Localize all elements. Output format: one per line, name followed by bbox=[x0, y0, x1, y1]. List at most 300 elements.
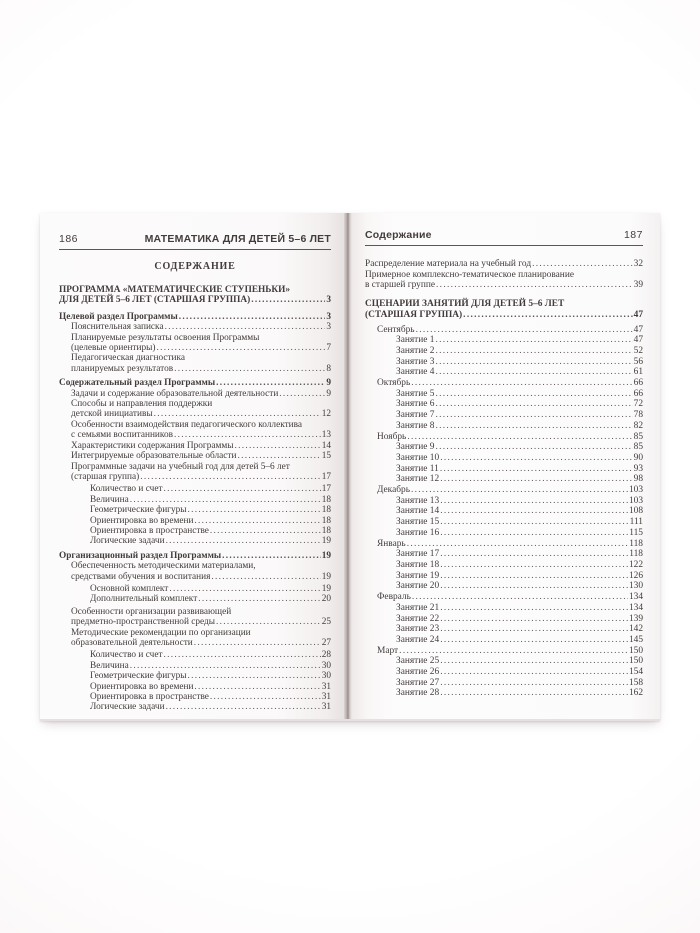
toc-label: Занятие 27 bbox=[396, 677, 440, 688]
toc-page-ref: 9 bbox=[326, 388, 331, 399]
toc-entry bbox=[365, 688, 643, 699]
toc-entry bbox=[59, 702, 331, 712]
toc-label: Занятие 21 bbox=[396, 602, 440, 613]
toc-entry bbox=[59, 462, 331, 483]
toc-label: в старшей группе bbox=[365, 280, 436, 291]
right-page bbox=[352, 213, 660, 719]
toc-label: Содержательный раздел Программы bbox=[59, 378, 216, 389]
toc-label: Февраль bbox=[377, 592, 411, 603]
toc-line bbox=[396, 389, 643, 400]
toc-dot-leader bbox=[174, 364, 325, 374]
toc-label: Пояснительная записка bbox=[71, 322, 164, 333]
toc-line bbox=[396, 464, 643, 475]
toc-dot-leader bbox=[179, 312, 326, 322]
toc-line bbox=[396, 346, 643, 357]
toc-page-ref: 85 bbox=[633, 431, 643, 442]
toc-page-ref: 3 bbox=[326, 295, 331, 306]
toc-label: Занятие 13 bbox=[396, 495, 440, 506]
toc-line bbox=[90, 505, 331, 515]
toc-line bbox=[377, 646, 643, 657]
toc-dot-leader bbox=[440, 688, 628, 699]
toc-label: Занятие 8 bbox=[396, 420, 435, 431]
toc-entry bbox=[365, 678, 643, 689]
toc-label: Величина bbox=[90, 660, 129, 671]
toc-page-ref: 122 bbox=[628, 559, 643, 570]
toc-label: Распределение материала на учебный год bbox=[365, 259, 532, 269]
toc-dot-leader bbox=[440, 635, 628, 646]
toc-page-ref: 18 bbox=[321, 515, 331, 526]
toc-line bbox=[396, 603, 643, 614]
toc-entry bbox=[365, 474, 643, 485]
toc-entry bbox=[365, 496, 643, 507]
toc-page-ref: 39 bbox=[633, 280, 643, 291]
toc-label: Ориентировка во времени bbox=[90, 515, 194, 526]
toc-dot-leader bbox=[440, 603, 628, 614]
toc-dot-leader bbox=[194, 638, 321, 648]
toc-label: Занятие 11 bbox=[396, 463, 439, 474]
toc-entry bbox=[59, 607, 331, 628]
toc-page-ref: 31 bbox=[321, 702, 331, 713]
toc-entry bbox=[365, 410, 643, 421]
toc-page-ref: 103 bbox=[628, 495, 643, 506]
toc-dot-leader bbox=[436, 399, 633, 410]
toc-line bbox=[396, 496, 643, 507]
toc-dot-leader bbox=[440, 549, 628, 560]
toc-dot-leader bbox=[436, 421, 633, 432]
toc-label: Занятие 6 bbox=[396, 399, 435, 410]
toc-label: (старшая группа) bbox=[71, 471, 140, 482]
toc-entry bbox=[59, 561, 331, 582]
toc-line bbox=[365, 259, 643, 270]
toc-page-ref: 142 bbox=[628, 624, 643, 635]
toc-line bbox=[71, 343, 331, 353]
toc-entry bbox=[59, 484, 331, 494]
toc-label: Основной комплект bbox=[90, 583, 169, 594]
toc-page-ref: 18 bbox=[321, 505, 331, 516]
toc-line: Особенности взаимодействия педагогического коллектива bbox=[71, 419, 303, 430]
toc-label: Ориентировка в пространстве bbox=[90, 692, 209, 703]
toc-dot-leader bbox=[154, 409, 321, 419]
toc-dot-leader bbox=[436, 357, 633, 368]
toc-line bbox=[90, 692, 331, 702]
toc-line bbox=[90, 584, 331, 594]
left-page-running-header bbox=[59, 233, 331, 250]
toc-label: Характеристики содержания Программы bbox=[71, 440, 234, 451]
toc-line bbox=[396, 442, 643, 453]
toc-label: Логические задачи bbox=[90, 702, 165, 713]
toc-label: Занятие 1 bbox=[396, 335, 435, 346]
toc-line bbox=[396, 624, 643, 635]
toc-page-ref: 118 bbox=[629, 549, 643, 560]
toc-label: Занятие 4 bbox=[396, 367, 435, 378]
toc-page-ref: 8 bbox=[326, 363, 331, 374]
toc-line bbox=[396, 421, 643, 432]
toc-entry bbox=[365, 299, 643, 320]
toc-page-ref: 47 bbox=[633, 335, 643, 346]
toc-entry bbox=[365, 367, 643, 378]
toc-page-ref: 98 bbox=[633, 474, 643, 485]
toc-line bbox=[71, 430, 331, 440]
toc-entry bbox=[365, 464, 643, 475]
toc-dot-leader bbox=[436, 335, 633, 346]
toc-line bbox=[396, 656, 643, 667]
toc-line bbox=[59, 378, 331, 388]
toc-line bbox=[71, 472, 331, 482]
toc-line bbox=[377, 539, 643, 550]
toc-label: детской инициативы bbox=[71, 409, 153, 420]
toc-entry bbox=[59, 594, 331, 604]
toc-dot-leader bbox=[174, 430, 321, 440]
toc-line bbox=[90, 702, 331, 712]
toc-line bbox=[90, 484, 331, 494]
toc-line bbox=[365, 310, 643, 321]
toc-dot-leader bbox=[412, 592, 628, 603]
toc-line bbox=[396, 560, 643, 571]
toc-page-ref: 19 bbox=[321, 536, 331, 547]
toc-dot-leader bbox=[194, 516, 320, 526]
toc-page-ref: 72 bbox=[633, 399, 643, 410]
toc-entry bbox=[365, 270, 643, 291]
toc-entry bbox=[59, 671, 331, 681]
toc-dot-leader bbox=[440, 506, 628, 517]
toc-dot-leader bbox=[440, 624, 628, 635]
toc-entry bbox=[365, 389, 643, 400]
toc-label: Занятие 23 bbox=[396, 624, 440, 635]
toc-page-ref: 30 bbox=[321, 671, 331, 682]
toc-entry bbox=[365, 378, 643, 389]
toc-label: Занятие 10 bbox=[396, 452, 440, 463]
left-page-number: 186 bbox=[59, 233, 79, 245]
book-gutter-fold bbox=[344, 213, 352, 719]
toc-label: Геометрические фигуры bbox=[90, 505, 187, 516]
toc-dot-leader bbox=[169, 584, 320, 594]
toc-page-ref: 3 bbox=[326, 311, 331, 322]
toc-dot-leader bbox=[156, 343, 325, 353]
toc-line bbox=[71, 441, 331, 451]
toc-page-ref: 17 bbox=[321, 484, 331, 495]
toc-dot-leader bbox=[399, 646, 628, 657]
toc-label: Количество и счет bbox=[90, 650, 163, 661]
toc-page-ref: 108 bbox=[628, 506, 643, 517]
toc-line bbox=[396, 688, 643, 699]
toc-entry bbox=[365, 614, 643, 625]
toc-label: Занятие 12 bbox=[396, 474, 440, 485]
toc-page-ref: 20 bbox=[321, 594, 331, 605]
toc-entry bbox=[365, 549, 643, 560]
toc-dot-leader bbox=[222, 551, 321, 561]
toc-entry bbox=[59, 495, 331, 505]
toc-dot-leader bbox=[251, 295, 325, 305]
toc-line bbox=[396, 367, 643, 378]
toc-label: Геометрические фигуры bbox=[90, 671, 187, 682]
toc-entry bbox=[365, 656, 643, 667]
right-running-head-title: Содержание bbox=[365, 229, 432, 241]
toc-label: образовательной деятельности bbox=[71, 638, 193, 648]
toc-dot-leader bbox=[440, 496, 628, 507]
toc-line bbox=[396, 517, 643, 528]
toc-dot-leader bbox=[436, 346, 633, 357]
toc-entry bbox=[365, 624, 643, 635]
toc-page-ref: 13 bbox=[321, 430, 331, 441]
toc-dot-leader bbox=[211, 572, 320, 582]
toc-line bbox=[71, 409, 331, 419]
toc-label: Интегрируемые образовательные области bbox=[71, 451, 237, 462]
toc-page-ref: 7 bbox=[326, 343, 331, 354]
toc-line bbox=[365, 280, 643, 291]
toc-page-ref: 19 bbox=[321, 583, 331, 594]
toc-dot-leader bbox=[440, 614, 628, 625]
toc-label: Занятие 14 bbox=[396, 506, 440, 517]
toc-page-ref: 85 bbox=[633, 442, 643, 453]
toc-page-ref: 18 bbox=[321, 494, 331, 505]
toc-label: Занятие 26 bbox=[396, 667, 440, 678]
toc-dot-leader bbox=[411, 485, 628, 496]
toc-line bbox=[59, 551, 331, 561]
toc-line bbox=[396, 506, 643, 517]
toc-label: Декабрь bbox=[377, 485, 410, 496]
left-running-head-title: МАТЕМАТИКА ДЛЯ ДЕТЕЙ 5–6 ЛЕТ bbox=[144, 233, 331, 245]
toc-entry bbox=[59, 333, 331, 354]
toc-label: Количество и счет bbox=[90, 484, 163, 495]
toc-label: Сентябрь bbox=[377, 324, 415, 335]
toc-line bbox=[71, 364, 331, 374]
toc-line bbox=[90, 536, 331, 546]
toc-dot-leader bbox=[210, 526, 321, 536]
toc-line: Обеспеченность методическими материалами, bbox=[71, 561, 256, 572]
toc-page-ref: 30 bbox=[321, 660, 331, 671]
toc-entry bbox=[365, 259, 643, 270]
toc-label: Январь bbox=[377, 538, 406, 549]
toc-dot-leader bbox=[164, 650, 321, 660]
toc-label: (целевые ориентиры) bbox=[71, 343, 156, 354]
toc-page-ref: 103 bbox=[628, 485, 643, 496]
toc-label: Занятие 24 bbox=[396, 634, 440, 645]
toc-page-ref: 19 bbox=[321, 571, 331, 582]
toc-entry bbox=[365, 421, 643, 432]
toc-page-ref: 115 bbox=[629, 527, 643, 538]
toc-line bbox=[377, 378, 643, 389]
toc-dot-leader bbox=[463, 310, 632, 321]
toc-label: Март bbox=[377, 645, 399, 656]
toc-label: Дополнительный комплект bbox=[90, 594, 198, 605]
toc-line: Особенности организации развивающей bbox=[71, 606, 232, 617]
toc-dot-leader bbox=[216, 378, 325, 388]
toc-entry bbox=[59, 322, 331, 332]
toc-entry bbox=[365, 517, 643, 528]
toc-page-ref: 130 bbox=[628, 581, 643, 592]
toc-dot-leader bbox=[440, 581, 628, 592]
toc-entry bbox=[59, 536, 331, 546]
toc-page-ref: 158 bbox=[628, 677, 643, 688]
toc-entry bbox=[59, 650, 331, 660]
toc-dot-leader bbox=[440, 656, 628, 667]
toc-page-ref: 32 bbox=[633, 259, 643, 269]
contents-heading: СОДЕРЖАНИЕ bbox=[154, 261, 236, 272]
toc-entry bbox=[365, 560, 643, 571]
toc-label: Ноябрь bbox=[377, 431, 407, 442]
toc-page-ref: 9 bbox=[326, 378, 331, 389]
toc-dot-leader bbox=[436, 442, 633, 453]
toc-line bbox=[396, 410, 643, 421]
toc-dot-leader bbox=[440, 464, 633, 475]
toc-line bbox=[377, 432, 643, 443]
toc-page-ref: 47 bbox=[633, 309, 643, 320]
toc-dot-leader bbox=[440, 560, 628, 571]
toc-line bbox=[396, 678, 643, 689]
toc-line bbox=[71, 322, 331, 332]
toc-dot-leader bbox=[440, 678, 628, 689]
toc-page-ref: 18 bbox=[321, 525, 331, 536]
toc-line bbox=[59, 312, 331, 322]
toc-label: Занятие 22 bbox=[396, 613, 440, 624]
toc-line bbox=[59, 295, 331, 305]
toc-entry bbox=[59, 399, 331, 420]
toc-entry bbox=[365, 325, 643, 336]
toc-page-ref: 19 bbox=[321, 550, 331, 561]
toc-line bbox=[90, 661, 331, 671]
toc-line: Планируемые результаты освоения Программы bbox=[71, 332, 260, 343]
toc-page-ref: 111 bbox=[629, 517, 643, 528]
toc-entry bbox=[365, 335, 643, 346]
toc-page-ref: 27 bbox=[321, 638, 331, 648]
left-page-toc bbox=[59, 285, 331, 713]
toc-page-ref: 47 bbox=[633, 324, 643, 335]
toc-page-ref: 78 bbox=[633, 410, 643, 421]
toc-entry bbox=[59, 420, 331, 441]
toc-entry bbox=[59, 312, 331, 322]
toc-line: Методические рекомендации по организации bbox=[71, 627, 251, 638]
toc-dot-leader bbox=[164, 484, 321, 494]
toc-label: Занятие 7 bbox=[396, 410, 435, 421]
toc-label: Занятие 5 bbox=[396, 388, 435, 399]
toc-line bbox=[377, 485, 643, 496]
toc-line bbox=[71, 617, 331, 627]
toc-label: предметно-пространственной среды bbox=[71, 617, 216, 628]
toc-dot-leader bbox=[140, 472, 320, 482]
toc-line bbox=[396, 549, 643, 560]
toc-entry bbox=[365, 571, 643, 582]
toc-entry bbox=[365, 346, 643, 357]
toc-page-ref: 126 bbox=[628, 570, 643, 581]
toc-dot-leader bbox=[188, 671, 321, 681]
toc-line bbox=[90, 495, 331, 505]
toc-entry bbox=[365, 357, 643, 368]
toc-line bbox=[71, 638, 331, 648]
toc-label: Занятие 28 bbox=[396, 688, 440, 699]
toc-label: Ориентировка в пространстве bbox=[90, 525, 209, 536]
toc-line bbox=[396, 571, 643, 582]
toc-dot-leader bbox=[436, 410, 633, 421]
toc-label: Занятие 16 bbox=[396, 527, 440, 538]
toc-entry bbox=[59, 505, 331, 515]
toc-page-ref: 150 bbox=[628, 645, 643, 656]
toc-entry bbox=[59, 682, 331, 692]
toc-dot-leader bbox=[235, 441, 321, 451]
toc-label: Занятие 17 bbox=[396, 549, 440, 560]
toc-line bbox=[396, 528, 643, 539]
toc-label: Занятие 18 bbox=[396, 559, 440, 570]
toc-dot-leader bbox=[407, 432, 632, 443]
toc-page-ref: 82 bbox=[633, 420, 643, 431]
toc-line bbox=[396, 667, 643, 678]
toc-entry bbox=[59, 628, 331, 649]
toc-line bbox=[90, 650, 331, 660]
toc-label: Целевой раздел Программы bbox=[59, 311, 178, 322]
toc-line: Способы и направления поддержки bbox=[71, 399, 213, 410]
toc-page-ref: 12 bbox=[321, 409, 331, 420]
toc-entry bbox=[365, 506, 643, 517]
toc-entry bbox=[365, 581, 643, 592]
toc-page-ref: 52 bbox=[633, 345, 643, 356]
toc-line bbox=[396, 635, 643, 646]
toc-line bbox=[396, 357, 643, 368]
toc-line: Педагогическая диагностика bbox=[71, 353, 186, 364]
toc-dot-leader bbox=[411, 378, 632, 389]
toc-line bbox=[71, 451, 331, 461]
toc-line bbox=[90, 594, 331, 604]
toc-page-ref: 118 bbox=[629, 538, 643, 549]
toc-page-ref: 61 bbox=[633, 367, 643, 378]
toc-dot-leader bbox=[440, 453, 632, 464]
toc-entry bbox=[59, 353, 331, 374]
toc-entry bbox=[59, 526, 331, 536]
toc-page-ref: 31 bbox=[321, 692, 331, 703]
toc-label: Октябрь bbox=[377, 378, 411, 389]
toc-dot-leader bbox=[165, 322, 326, 332]
toc-page-ref: 31 bbox=[321, 681, 331, 692]
toc-dot-leader bbox=[198, 594, 320, 604]
toc-page-ref: 14 bbox=[321, 440, 331, 451]
toc-page-ref: 15 bbox=[321, 451, 331, 462]
toc-entry bbox=[365, 603, 643, 614]
right-page-number: 187 bbox=[623, 229, 643, 241]
toc-page-ref: 134 bbox=[628, 592, 643, 603]
toc-page-ref: 66 bbox=[633, 378, 643, 389]
toc-dot-leader bbox=[440, 667, 628, 678]
toc-label: Занятие 3 bbox=[396, 356, 435, 367]
toc-entry bbox=[365, 592, 643, 603]
toc-line bbox=[71, 572, 331, 582]
toc-entry bbox=[365, 667, 643, 678]
toc-label: планируемых результатов bbox=[71, 363, 174, 374]
toc-dot-leader bbox=[436, 280, 633, 291]
toc-line: СЦЕНАРИИ ЗАНЯТИЙ ДЛЯ ДЕТЕЙ 5–6 ЛЕТ bbox=[365, 299, 565, 310]
toc-line bbox=[396, 474, 643, 485]
toc-entry bbox=[365, 432, 643, 443]
toc-entry bbox=[59, 389, 331, 399]
toc-line bbox=[90, 682, 331, 692]
toc-entry bbox=[365, 635, 643, 646]
toc-line bbox=[377, 325, 643, 336]
toc-dot-leader bbox=[436, 367, 633, 378]
toc-page-ref: 28 bbox=[321, 650, 331, 661]
toc-line: ПРОГРАММА «МАТЕМАТИЧЕСКИЕ СТУПЕНЬКИ» bbox=[59, 285, 291, 295]
toc-line bbox=[71, 389, 331, 399]
toc-page-ref: 154 bbox=[628, 667, 643, 678]
toc-label: Величина bbox=[90, 494, 129, 505]
toc-line: Программные задачи на учебный год для детей 5–6 лет bbox=[71, 461, 290, 472]
toc-line: Примерное комплексно-тематическое планирование bbox=[365, 269, 575, 280]
toc-line bbox=[90, 516, 331, 526]
toc-entry bbox=[365, 399, 643, 410]
toc-entry bbox=[59, 378, 331, 388]
toc-label: Занятие 2 bbox=[396, 345, 435, 356]
right-page-toc bbox=[365, 259, 643, 699]
toc-dot-leader bbox=[166, 702, 321, 712]
toc-line bbox=[377, 592, 643, 603]
toc-dot-leader bbox=[194, 682, 320, 692]
toc-label: Логические задачи bbox=[90, 536, 165, 547]
